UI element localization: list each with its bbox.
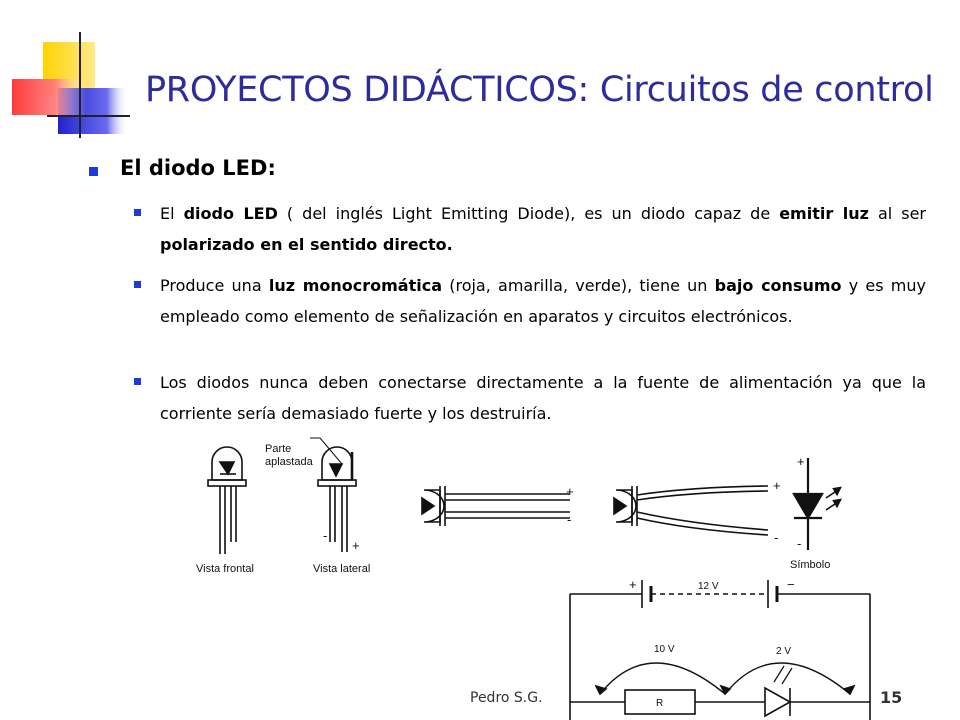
h1-minus: - [567, 512, 572, 527]
side-minus: - [323, 528, 328, 543]
circuit-plus: + [629, 577, 637, 592]
bullet-square-icon [89, 167, 98, 176]
circuit-battery-label: 12 V [698, 581, 719, 592]
label-vista-lateral: Vista lateral [313, 563, 371, 575]
text-run: ( del inglés Light Emitting Diode), es un diodo capaz de [277, 204, 780, 223]
page-number: 15 [880, 688, 903, 707]
label-vista-frontal: Vista frontal [196, 563, 254, 575]
circuit-minus: − [787, 577, 795, 592]
text-run: (roja, amarilla, verde), tiene un [442, 276, 715, 295]
circuit-led-drop-label: 2 V [776, 646, 792, 657]
h2-plus: + [773, 478, 781, 493]
led-diagram [170, 432, 930, 720]
text-run: y es muy empleado como elemento de señalización en aparatos y circuitos electrónicos. [160, 276, 926, 326]
led-horizontal-1 [422, 486, 570, 526]
decorative-corner-graphic [0, 0, 140, 140]
bullet-square-icon [134, 281, 141, 288]
led-side-view [310, 438, 356, 552]
side-plus: + [352, 538, 360, 553]
slide-title: PROYECTOS DIDÁCTICOS: Circuitos de control [145, 70, 934, 110]
bold-text-run: polarizado en el sentido directo. [160, 235, 453, 254]
footer-author: Pedro S.G. [470, 690, 543, 706]
bold-text-run: diodo LED [183, 204, 278, 223]
heading-led: El diodo LED: [120, 156, 276, 180]
h1-plus: + [566, 484, 574, 499]
circuit-r-drop-label: 10 V [654, 644, 675, 655]
paragraph-2 [160, 270, 926, 332]
paragraph-1 [160, 198, 926, 260]
bullet-square-icon [134, 378, 141, 385]
text-run: Los diodos nunca deben conectarse directamente a la fuente de alimentación ya que la corriente sería demasiado fuerte y los destruiría. [160, 373, 926, 423]
symbol-plus: + [797, 454, 805, 469]
symbol-minus: - [797, 536, 802, 551]
led-circuit [570, 580, 870, 720]
paragraph-3 [160, 367, 926, 429]
label-simbolo: Símbolo [790, 559, 831, 571]
led-front-view [208, 447, 246, 554]
bullet-square-icon [134, 209, 141, 216]
bold-text-run: bajo consumo [714, 276, 842, 295]
circuit-resistor-label: R [656, 698, 664, 709]
text-run: al ser [868, 204, 926, 223]
bold-text-run: luz monocromática [268, 276, 443, 295]
text-run: El [160, 204, 184, 223]
text-run: Produce una [160, 276, 269, 295]
label-aplastada: aplastada [265, 456, 313, 468]
h2-minus: - [774, 530, 779, 545]
label-parte: Parte [265, 443, 292, 455]
led-horizontal-2 [614, 486, 768, 535]
bold-text-run: emitir luz [779, 204, 869, 223]
